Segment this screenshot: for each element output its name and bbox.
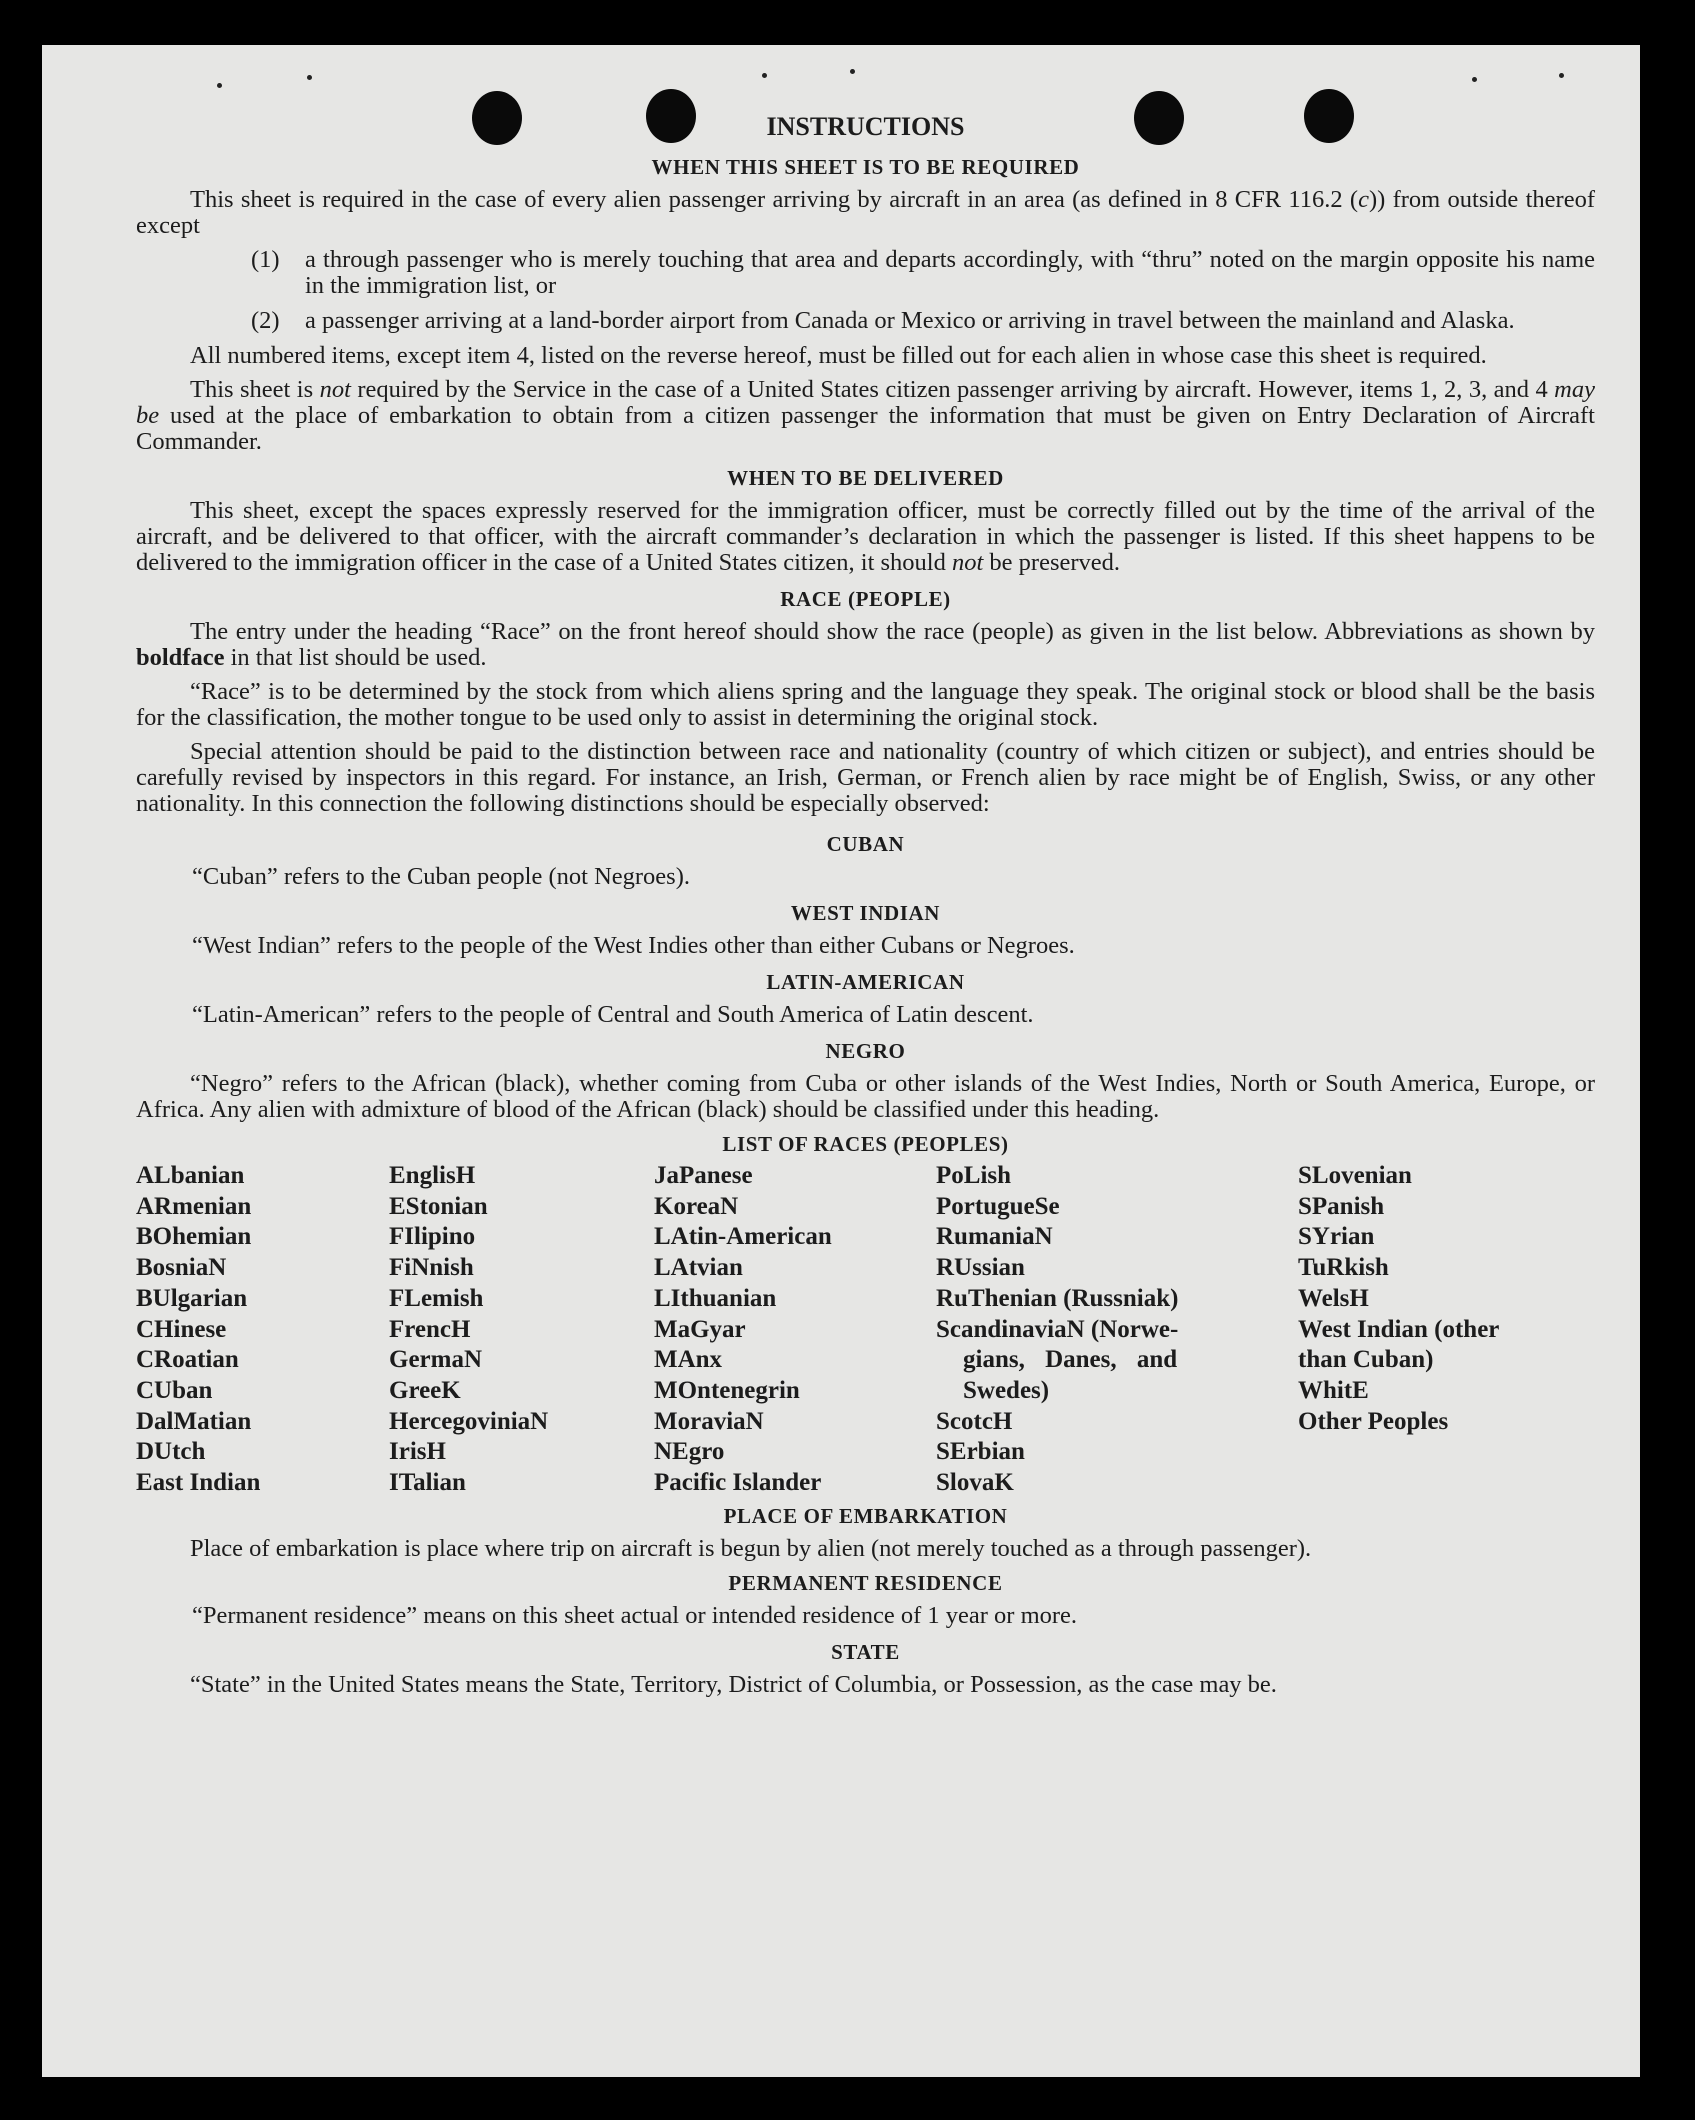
exception-text: a through passenger who is merely touching that area and departs accordingly, with “thru” noted on the margin opposite his name in the immigration list, or (305, 246, 1595, 299)
race-entry: GreeK (389, 1376, 461, 1404)
race-entry: Other Peoples (1298, 1407, 1449, 1435)
exception-item (136, 247, 1595, 299)
races-column (136, 1161, 389, 1499)
page-title: INSTRUCTIONS (766, 112, 965, 141)
race-entry: BUlgarian (136, 1284, 248, 1312)
race-entry: East Indian (136, 1469, 261, 1497)
race-entry: SErbian (936, 1438, 1025, 1466)
race-entry: DalMatian (136, 1407, 252, 1435)
race-entry: IrisH (389, 1438, 446, 1466)
race-entry: gians, Danes, and (963, 1346, 1178, 1374)
race-entry: KoreaN (654, 1192, 739, 1220)
section-heading-west-indian: WEST INDIAN (790, 901, 941, 925)
race-entry: LAtvian (654, 1254, 743, 1282)
section-heading-state: STATE (831, 1639, 900, 1664)
section-heading-required: WHEN THIS SHEET IS TO BE REQUIRED (651, 155, 1080, 179)
speck (217, 83, 222, 88)
races-list (136, 1161, 1595, 1499)
residence-text: “Permanent residence” means on this sheet actual or intended residence of 1 year or more. (192, 1601, 1078, 1629)
numbered-items-paragraph: All numbered items, except item 4, listed on the reverse hereof, must be filled out for each alien in whose case this sheet is required. (190, 342, 1487, 369)
section-heading-negro: NEGRO (825, 1039, 906, 1063)
race-entry: MaGyar (654, 1315, 746, 1343)
speck (850, 69, 855, 74)
race-entry: GermaN (389, 1346, 483, 1374)
race-entry: PortugueSe (936, 1192, 1060, 1220)
west-indian-text: “West Indian” refers to the people of the West Indies other than either Cubans or Negroes. (192, 932, 1075, 959)
race-entry: CHinese (136, 1315, 227, 1343)
race-entry: SYrian (1298, 1223, 1375, 1251)
races-column (654, 1161, 936, 1499)
race-entry: PoLish (936, 1162, 1012, 1189)
races-column (389, 1161, 654, 1499)
required-intro: This sheet is required in the case of every alien passenger arriving by aircraft in an area (as defined in 8 CFR 116.2 (c)) from outside thereof except (136, 186, 1595, 239)
race-paragraph-1: The entry under the heading “Race” on the front hereof should show the race (people) as given in the list below. Abbreviations as shown by boldface in that list should be used. (136, 618, 1595, 671)
race-entry: EnglisH (389, 1162, 476, 1189)
race-entry: Swedes) (963, 1376, 1050, 1404)
race-entry: LIthuanian (654, 1284, 777, 1312)
cuban-text: “Cuban” refers to the Cuban people (not Negroes). (192, 863, 690, 890)
races-column (1298, 1161, 1558, 1499)
list-of-races-heading: LIST OF RACES (PEOPLES) (722, 1132, 1009, 1156)
section-heading-race: RACE (PEOPLE) (780, 587, 951, 611)
race-entry: ALbanian (136, 1162, 245, 1189)
race-entry: JaPanese (654, 1162, 753, 1189)
race-entry: FIlipino (389, 1223, 476, 1251)
exception-item (136, 308, 1595, 334)
race-entry: ScandinaviaN (Norwe- (936, 1315, 1179, 1343)
exception-number: (2) (251, 307, 280, 334)
speck (307, 75, 312, 80)
race-entry: RuThenian (Russniak) (936, 1284, 1179, 1312)
speck (1559, 73, 1564, 78)
race-paragraph-3: Special attention should be paid to the distinction between race and nationality (country of which citizen or subject), and entries should be carefully revised by inspectors in this regard. For instance, an Irish, German, or French alien by race might be of English, Swiss, or any other nationality. In this connection the following distinctions should be especially observed: (136, 738, 1595, 817)
race-entry: Pacific Islander (654, 1469, 822, 1497)
race-entry: ITalian (389, 1469, 466, 1497)
race-entry: than Cuban) (1298, 1346, 1434, 1374)
race-entry: NEgro (654, 1438, 725, 1466)
race-entry: SLovenian (1298, 1162, 1412, 1189)
race-entry: FLemish (389, 1284, 484, 1312)
section-heading-delivered: WHEN TO BE DELIVERED (727, 466, 1004, 490)
race-entry: WelsH (1298, 1284, 1369, 1312)
race-entry: RumaniaN (936, 1223, 1053, 1251)
race-entry: CRoatian (136, 1346, 239, 1374)
race-entry: DUtch (136, 1438, 206, 1466)
race-entry: MAnx (654, 1346, 723, 1374)
speck (762, 73, 767, 78)
embarkation-text: Place of embarkation is place where trip on aircraft is begun by alien (not merely touched as a through passenger). (190, 1534, 1312, 1562)
section-heading-embarkation: PLACE OF EMBARKATION (723, 1503, 1008, 1528)
race-paragraph-2: “Race” is to be determined by the stock from which aliens spring and the language they speak. The original stock or blood shall be the basis for the classification, the mother tongue to be used only to assist in determining the original stock. (136, 678, 1595, 731)
instructions-body (136, 114, 1595, 1706)
race-entry: BosniaN (136, 1254, 227, 1282)
state-text: “State” in the United States means the State, Territory, District of Columbia, or Possession, as the case may be. (190, 1670, 1277, 1698)
negro-text: “Negro” refers to the African (black), whether coming from Cuba or other islands of the West Indies, North or South America, Europe, or Africa. Any alien with admixture of blood of the African (black) should be classified under this heading. (136, 1070, 1595, 1123)
citizen-paragraph: This sheet is not required by the Service in the case of a United States citizen passenger arriving by aircraft. However, items 1, 2, 3, and 4 may be used at the place of embarkation to obtain from a citizen passenger the information that must be given on Entry Declaration of Aircraft Commander. (136, 376, 1595, 455)
race-entry: HercegoviniaN (389, 1407, 549, 1435)
delivered-paragraph: This sheet, except the spaces expressly reserved for the immigration officer, must be correctly filled out by the time of the arrival of the aircraft, and be delivered to that officer, with the aircraft commander’s declaration in which the passenger is listed. If this sheet happens to be delivered to the immigration officer in the case of a United States citizen, it should not be preserved. (136, 497, 1595, 576)
race-entry: West Indian (other (1298, 1315, 1500, 1343)
race-entry: WhitE (1298, 1376, 1369, 1404)
document-page (42, 45, 1640, 2077)
race-entry: LAtin-American (654, 1223, 832, 1251)
section-heading-residence: PERMANENT RESIDENCE (728, 1570, 1003, 1595)
race-entry: ScotcH (936, 1407, 1013, 1435)
race-entry: BOhemian (136, 1223, 252, 1251)
exception-text: a passenger arriving at a land-border airport from Canada or Mexico or arriving in travel between the mainland and Alaska. (305, 307, 1515, 334)
race-entry: EStonian (389, 1192, 488, 1220)
section-heading-latin-american: LATIN-AMERICAN (766, 970, 965, 994)
race-entry: SPanish (1298, 1192, 1385, 1220)
exception-number: (1) (251, 246, 280, 273)
race-entry: FrencH (389, 1315, 471, 1343)
race-entry: CUban (136, 1376, 213, 1404)
race-entry: SlovaK (936, 1469, 1014, 1497)
race-entry: TuRkish (1298, 1254, 1389, 1282)
section-heading-cuban: CUBAN (826, 832, 905, 856)
races-column (936, 1161, 1226, 1499)
latin-american-text: “Latin-American” refers to the people of Central and South America of Latin descent. (192, 1001, 1034, 1028)
speck (1472, 77, 1477, 82)
race-entry: ARmenian (136, 1192, 252, 1220)
race-entry: FiNnish (389, 1254, 474, 1282)
race-entry: MOntenegrin (654, 1376, 800, 1404)
race-entry: RUssian (936, 1254, 1025, 1282)
race-entry: MoraviaN (654, 1407, 764, 1435)
